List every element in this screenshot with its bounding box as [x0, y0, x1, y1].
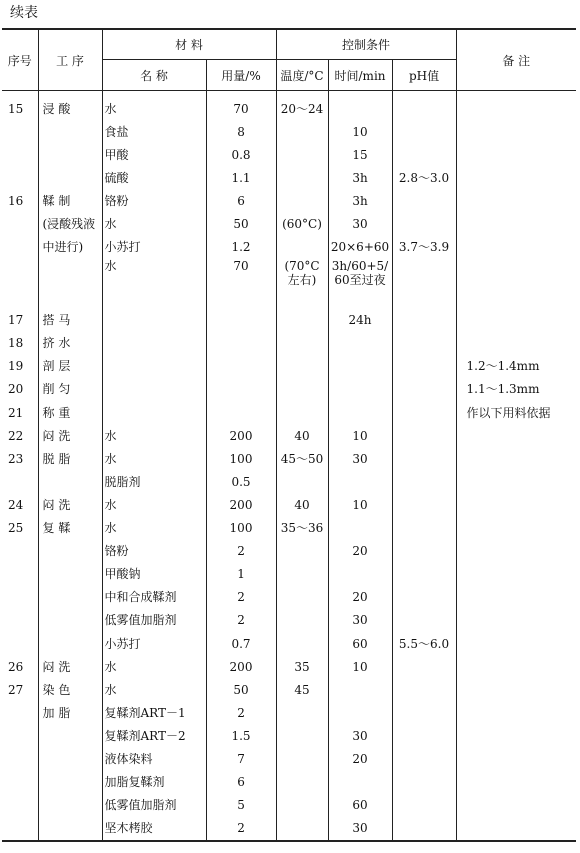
cell-time [328, 91, 392, 121]
cell-quantity: 0.8 [206, 143, 276, 166]
cell-time: 3h [328, 189, 392, 212]
cell-time [328, 355, 392, 378]
cell-no [2, 540, 38, 563]
cell-time: 15 [328, 143, 392, 166]
cell-remark [456, 309, 576, 332]
cell-remark [456, 655, 576, 678]
cell-no [2, 470, 38, 493]
cell-remark [456, 701, 576, 724]
cell-temperature [276, 166, 328, 189]
cell-no [2, 586, 38, 609]
header-name: 名 称 [102, 60, 206, 91]
table-row [2, 470, 576, 493]
cell-material-name: 低雾值加脂剂 [102, 794, 206, 817]
cell-process [38, 817, 102, 841]
cell-temperature [276, 563, 328, 586]
cell-time [328, 470, 392, 493]
table-row [2, 586, 576, 609]
table-row [2, 794, 576, 817]
cell-temperature [276, 189, 328, 212]
cell-temperature: 40 [276, 424, 328, 447]
cell-material-name: 铬粉 [102, 540, 206, 563]
cell-ph [392, 771, 456, 794]
header-qty: 用量/% [206, 60, 276, 91]
header-no: 序号 [2, 29, 38, 91]
table-row [2, 724, 576, 747]
cell-ph: 5.5～6.0 [392, 632, 456, 655]
cell-quantity [206, 332, 276, 355]
cell-temperature [276, 355, 328, 378]
cell-remark: 1.2～1.4mm [456, 355, 576, 378]
cell-ph [392, 378, 456, 401]
cell-temperature [276, 632, 328, 655]
cell-material-name: 硫酸 [102, 166, 206, 189]
cell-ph: 3.7～3.9 [392, 236, 456, 259]
cell-no [2, 771, 38, 794]
cell-remark [456, 166, 576, 189]
cell-temperature [276, 586, 328, 609]
cell-no: 17 [8, 313, 24, 328]
cell-time [328, 378, 392, 401]
cell-ph [392, 724, 456, 747]
cell-material-name [102, 309, 206, 332]
cell-material-name [102, 355, 206, 378]
cell-material-name: 食盐 [102, 120, 206, 143]
cell-no [2, 817, 38, 841]
table-body [2, 91, 576, 841]
cell-quantity: 50 [206, 678, 276, 701]
cell-remark: 作以下用料依据 [456, 401, 576, 424]
cell-quantity: 8 [206, 120, 276, 143]
cell-temperature [276, 309, 328, 332]
cell-ph [392, 259, 456, 309]
cell-quantity [206, 309, 276, 332]
table-row [2, 517, 576, 540]
cell-process [38, 771, 102, 794]
cell-remark [456, 447, 576, 470]
cell-process [38, 470, 102, 493]
cell-remark [456, 212, 576, 235]
cell-time: 30 [328, 817, 392, 841]
table-row [2, 120, 576, 143]
cell-remark [456, 747, 576, 770]
cell-no [2, 166, 38, 189]
cell-ph [392, 91, 456, 121]
cell-process: 闷 洗 [38, 655, 102, 678]
cell-material-name: 甲酸钠 [102, 563, 206, 586]
cell-quantity: 2 [206, 817, 276, 841]
cell-process [38, 632, 102, 655]
cell-material-name: 水 [102, 212, 206, 235]
cell-ph [392, 517, 456, 540]
cell-process [38, 143, 102, 166]
cell-no [2, 259, 38, 309]
table-row [2, 91, 576, 121]
cell-quantity: 70 [206, 91, 276, 121]
cell-remark [456, 817, 576, 841]
table-row [2, 701, 576, 724]
cell-ph: 2.8～3.0 [392, 166, 456, 189]
cell-ph [392, 309, 456, 332]
header-process: 工 序 [38, 29, 102, 91]
cell-material-name: 小苏打 [102, 632, 206, 655]
cell-ph [392, 701, 456, 724]
cell-material-name: 水 [102, 259, 206, 309]
cell-process [38, 563, 102, 586]
cell-material-name: 中和合成鞣剂 [102, 586, 206, 609]
table-row [2, 189, 576, 212]
cell-no: 20 [8, 382, 24, 397]
cell-no [2, 236, 38, 259]
cell-no [2, 747, 38, 770]
cell-quantity [206, 355, 276, 378]
cell-ph [392, 586, 456, 609]
cell-time: 10 [328, 493, 392, 516]
cell-remark [456, 563, 576, 586]
table-row [2, 332, 576, 355]
cell-temperature [276, 236, 328, 259]
table-row [2, 747, 576, 770]
cell-no: 21 [8, 405, 24, 420]
cell-quantity: 0.7 [206, 632, 276, 655]
cell-no: 23 [8, 451, 24, 466]
cell-remark: 1.1～1.3mm [456, 378, 576, 401]
cell-ph [392, 212, 456, 235]
cell-time: 20 [328, 540, 392, 563]
cell-temperature [276, 143, 328, 166]
table-row [2, 678, 576, 701]
cell-process [38, 166, 102, 189]
cell-process: 剖 层 [38, 355, 102, 378]
cell-no [2, 563, 38, 586]
cell-quantity: 1.5 [206, 724, 276, 747]
cell-temperature: 45 [276, 678, 328, 701]
cell-time [328, 701, 392, 724]
cell-ph [392, 143, 456, 166]
cell-remark [456, 724, 576, 747]
cell-process: 搭 马 [38, 309, 102, 332]
cell-quantity [206, 378, 276, 401]
cell-process: 浸 酸 [38, 91, 102, 121]
cell-no: 22 [8, 428, 24, 443]
cell-time: 10 [328, 120, 392, 143]
cell-temperature [276, 540, 328, 563]
cell-temperature: (60°C) [276, 212, 328, 235]
cell-remark [456, 678, 576, 701]
cell-process: 复 鞣 [38, 517, 102, 540]
cell-temperature: 35 [276, 655, 328, 678]
cell-quantity: 2 [206, 701, 276, 724]
table-row [2, 771, 576, 794]
cell-remark [456, 540, 576, 563]
cell-time: 10 [328, 424, 392, 447]
cell-quantity: 200 [206, 655, 276, 678]
cell-material-name: 复鞣剂ART－1 [102, 701, 206, 724]
cell-ph [392, 470, 456, 493]
cell-no: 19 [8, 359, 24, 374]
cell-process: 闷 洗 [38, 424, 102, 447]
cell-material-name: 小苏打 [102, 236, 206, 259]
cell-time: 30 [328, 724, 392, 747]
header-time: 时间/min [328, 60, 392, 91]
cell-time: 30 [328, 447, 392, 470]
table-row [2, 355, 576, 378]
table-row [2, 259, 576, 309]
cell-ph [392, 401, 456, 424]
cell-ph [392, 189, 456, 212]
cell-process [38, 120, 102, 143]
cell-no [2, 212, 38, 235]
cell-temperature: 40 [276, 493, 328, 516]
cell-time: 20×6+60 [328, 236, 392, 259]
cell-temperature [276, 724, 328, 747]
header-temp: 温度/°C [276, 60, 328, 91]
cell-no: 25 [8, 521, 24, 536]
cell-remark [456, 236, 576, 259]
cell-no [2, 609, 38, 632]
cell-process [38, 540, 102, 563]
cell-time: 60 [328, 632, 392, 655]
cell-material-name: 水 [102, 678, 206, 701]
cell-temperature [276, 747, 328, 770]
cell-time: 20 [328, 586, 392, 609]
cell-quantity: 1 [206, 563, 276, 586]
cell-time: 24h [328, 309, 392, 332]
cell-ph [392, 747, 456, 770]
cell-no: 18 [8, 336, 24, 351]
cell-ph [392, 817, 456, 841]
cell-quantity: 2 [206, 540, 276, 563]
cell-remark [456, 424, 576, 447]
cell-quantity [206, 401, 276, 424]
cell-no [2, 794, 38, 817]
cell-material-name: 水 [102, 447, 206, 470]
table-row [2, 378, 576, 401]
cell-ph [392, 355, 456, 378]
table-row [2, 632, 576, 655]
cell-time: 30 [328, 609, 392, 632]
cell-material-name: 水 [102, 655, 206, 678]
cell-material-name: 液体染料 [102, 747, 206, 770]
cell-remark [456, 609, 576, 632]
cell-ph [392, 540, 456, 563]
cell-temperature [276, 701, 328, 724]
cell-material-name: 甲酸 [102, 143, 206, 166]
header-control: 控制条件 [276, 29, 456, 60]
cell-material-name: 水 [102, 424, 206, 447]
cell-time: 30 [328, 212, 392, 235]
cell-no: 15 [8, 101, 24, 116]
cell-temperature: 45～50 [276, 447, 328, 470]
cell-no: 26 [8, 659, 24, 674]
process-table [2, 28, 576, 842]
table-row [2, 493, 576, 516]
cell-process [38, 794, 102, 817]
cell-no: 16 [8, 193, 24, 208]
cell-material-name: 水 [102, 517, 206, 540]
cell-remark [456, 91, 576, 121]
table-row [2, 143, 576, 166]
cell-quantity: 5 [206, 794, 276, 817]
cell-time [328, 771, 392, 794]
cell-no: 27 [8, 682, 24, 697]
cell-time: 20 [328, 747, 392, 770]
cell-no [2, 120, 38, 143]
cell-quantity: 1.1 [206, 166, 276, 189]
cell-remark [456, 259, 576, 309]
cell-ph [392, 609, 456, 632]
cell-material-name: 脱脂剂 [102, 470, 206, 493]
cell-remark [456, 771, 576, 794]
table-row [2, 212, 576, 235]
cell-material-name: 水 [102, 91, 206, 121]
cell-time: 60 [328, 794, 392, 817]
cell-material-name: 坚木栲胶 [102, 817, 206, 841]
cell-time: 3h [328, 166, 392, 189]
cell-quantity: 70 [206, 259, 276, 309]
cell-quantity: 200 [206, 424, 276, 447]
cell-material-name [102, 378, 206, 401]
cell-process [38, 724, 102, 747]
table-row [2, 447, 576, 470]
cell-ph [392, 447, 456, 470]
cell-process: 中进行) [38, 236, 102, 259]
cell-remark [456, 517, 576, 540]
cell-no [2, 701, 38, 724]
cell-time [328, 678, 392, 701]
cell-process: 脱 脂 [38, 447, 102, 470]
cell-quantity: 200 [206, 493, 276, 516]
table-row [2, 817, 576, 841]
table-row [2, 424, 576, 447]
cell-ph [392, 332, 456, 355]
cell-quantity: 6 [206, 189, 276, 212]
cell-process [38, 586, 102, 609]
cell-quantity: 2 [206, 586, 276, 609]
cell-remark [456, 470, 576, 493]
cell-quantity: 2 [206, 609, 276, 632]
cell-time [328, 332, 392, 355]
table-row [2, 540, 576, 563]
cell-quantity: 1.2 [206, 236, 276, 259]
cell-process: 削 匀 [38, 378, 102, 401]
cell-quantity: 100 [206, 517, 276, 540]
table-row [2, 655, 576, 678]
cell-process [38, 609, 102, 632]
cell-quantity: 7 [206, 747, 276, 770]
cell-temperature [276, 794, 328, 817]
table-row [2, 563, 576, 586]
cell-remark [456, 143, 576, 166]
cell-ph [392, 120, 456, 143]
cell-time [328, 401, 392, 424]
cell-remark [456, 794, 576, 817]
cell-quantity: 6 [206, 771, 276, 794]
cell-remark [456, 332, 576, 355]
cell-quantity: 100 [206, 447, 276, 470]
cell-temperature: (70°C左右) [276, 259, 328, 309]
table-row [2, 166, 576, 189]
cell-temperature [276, 401, 328, 424]
cell-material-name: 加脂复鞣剂 [102, 771, 206, 794]
cell-temperature [276, 470, 328, 493]
cell-ph [392, 794, 456, 817]
cell-no [2, 724, 38, 747]
cell-material-name: 水 [102, 493, 206, 516]
cell-material-name: 铬粉 [102, 189, 206, 212]
cell-material-name: 复鞣剂ART－2 [102, 724, 206, 747]
cell-temperature: 35～36 [276, 517, 328, 540]
cell-remark [456, 586, 576, 609]
cell-material-name [102, 332, 206, 355]
cell-quantity: 50 [206, 212, 276, 235]
cell-temperature [276, 771, 328, 794]
cell-temperature [276, 332, 328, 355]
cell-process: 染 色 [38, 678, 102, 701]
table-caption: 续表 [10, 5, 38, 21]
cell-ph [392, 678, 456, 701]
cell-time [328, 517, 392, 540]
cell-temperature [276, 609, 328, 632]
cell-ph [392, 493, 456, 516]
cell-no [2, 143, 38, 166]
cell-ph [392, 655, 456, 678]
header-ph: pH值 [392, 60, 456, 91]
cell-process: 称 重 [38, 401, 102, 424]
cell-remark [456, 120, 576, 143]
cell-remark [456, 493, 576, 516]
cell-no: 24 [8, 497, 24, 512]
cell-process: (浸酸残液 [38, 212, 102, 235]
cell-process: 鞣 制 [38, 189, 102, 212]
table-row [2, 309, 576, 332]
cell-process: 闷 洗 [38, 493, 102, 516]
cell-temperature [276, 120, 328, 143]
cell-remark [456, 189, 576, 212]
cell-process [38, 747, 102, 770]
cell-time: 10 [328, 655, 392, 678]
cell-time [328, 563, 392, 586]
table-row [2, 236, 576, 259]
cell-ph [392, 563, 456, 586]
cell-process [38, 259, 102, 309]
header-remarks: 备 注 [456, 29, 576, 91]
cell-quantity: 0.5 [206, 470, 276, 493]
header-materials: 材 料 [102, 29, 276, 60]
cell-ph [392, 424, 456, 447]
cell-temperature [276, 378, 328, 401]
table-row [2, 609, 576, 632]
cell-material-name: 低雾值加脂剂 [102, 609, 206, 632]
cell-process: 挤 水 [38, 332, 102, 355]
cell-time: 3h/60+5/60至过夜 [328, 259, 392, 309]
cell-material-name [102, 401, 206, 424]
cell-remark [456, 632, 576, 655]
cell-no [2, 632, 38, 655]
cell-temperature [276, 817, 328, 841]
table-row [2, 401, 576, 424]
cell-temperature: 20～24 [276, 91, 328, 121]
cell-process: 加 脂 [38, 701, 102, 724]
